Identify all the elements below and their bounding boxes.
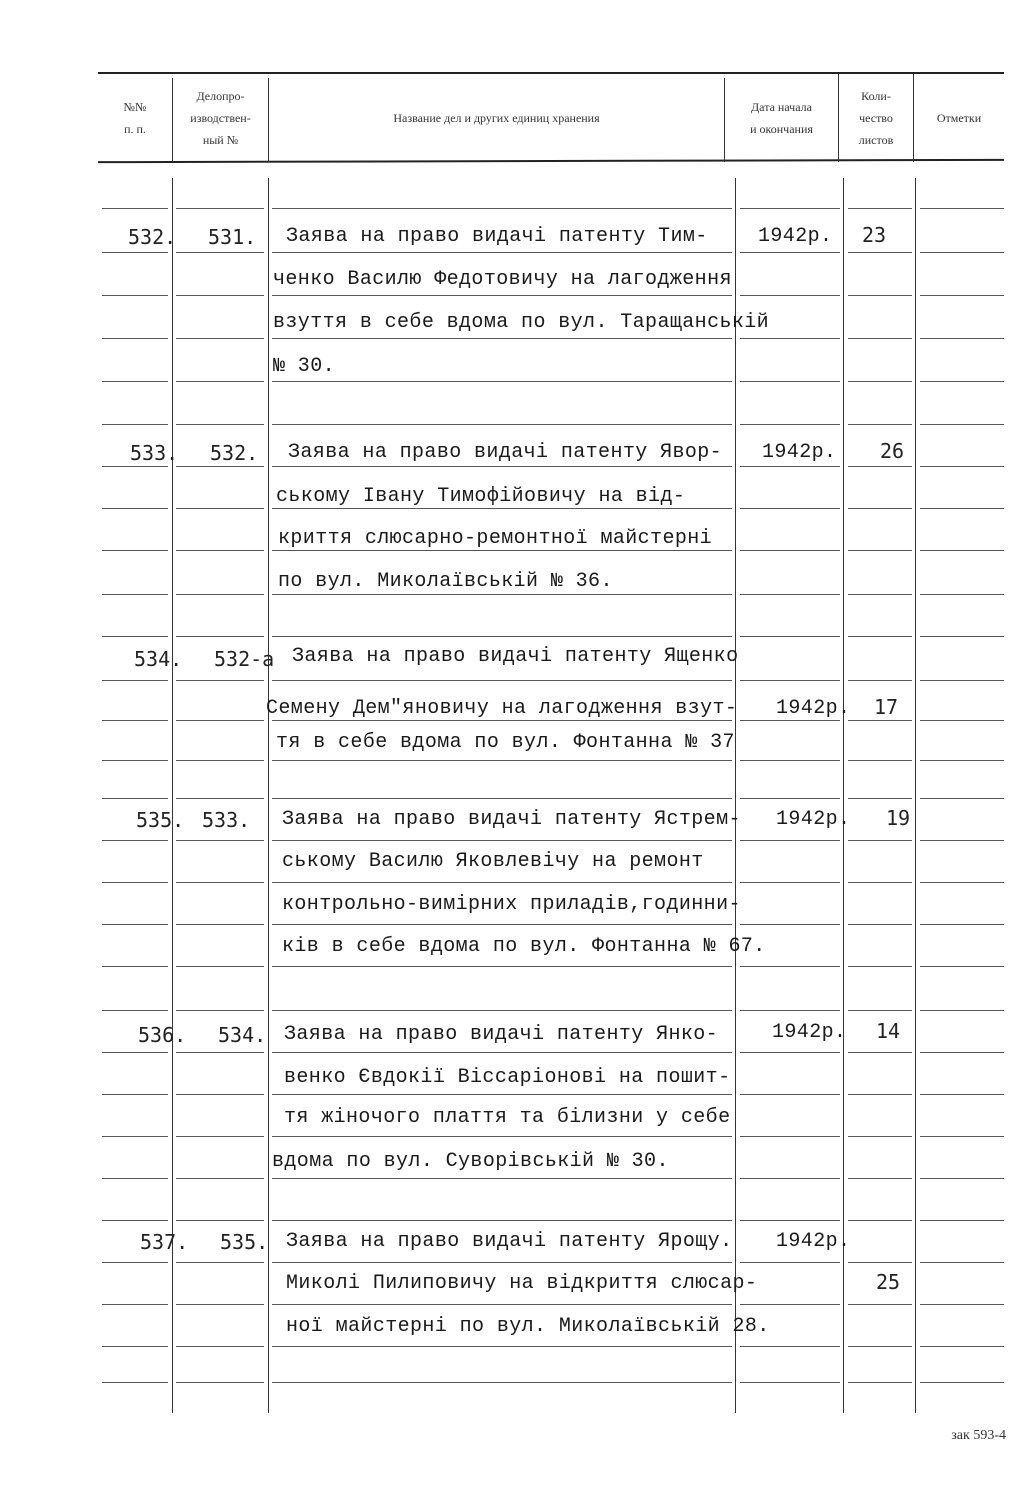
entry-number: 532. — [128, 225, 177, 249]
entry-title-line: Заява на право видачі патенту Ярощу. — [286, 1230, 733, 1253]
entry-number: 537. — [140, 1230, 189, 1254]
ruled-line — [102, 840, 168, 841]
ruled-line — [272, 680, 732, 681]
ruled-line — [102, 1220, 168, 1221]
ruled-line — [176, 594, 264, 595]
ruled-line — [102, 1346, 168, 1347]
ruled-line — [920, 1220, 1004, 1221]
ruled-line — [102, 295, 168, 296]
ruled-line — [740, 381, 840, 382]
ruled-line — [848, 1346, 912, 1347]
ruled-line — [920, 1136, 1004, 1137]
ruled-line — [272, 1220, 732, 1221]
entry-title-line: контрольно-вимірних приладів,годинни- — [282, 893, 741, 916]
ruled-line — [740, 1262, 840, 1263]
ruled-line — [848, 208, 912, 209]
ruled-line — [102, 966, 168, 967]
ruled-line — [272, 798, 732, 799]
entry-title-line: ському Василю Яковлевічу на ремонт — [282, 850, 704, 873]
header-col-office-line: Делопро- — [196, 89, 245, 103]
ruled-line — [848, 924, 912, 925]
entry-office-number: 535. — [220, 1230, 269, 1254]
ruled-line — [740, 550, 840, 551]
ruled-line — [102, 466, 168, 467]
header-col-count-line: чество — [859, 111, 893, 125]
entry-sheet-count: 26 — [880, 439, 905, 463]
ruled-line — [920, 840, 1004, 841]
ruled-line — [920, 1178, 1004, 1179]
ruled-line — [102, 252, 168, 253]
ruled-line — [272, 508, 732, 509]
ruled-line — [176, 1346, 264, 1347]
header-col-title — [269, 78, 724, 158]
ruled-line — [740, 338, 840, 339]
entry-date: 1942р. — [772, 1021, 847, 1044]
ruled-line — [920, 508, 1004, 509]
entry-date: 1942р. — [762, 441, 837, 464]
ruled-line — [740, 1010, 840, 1011]
ruled-line — [176, 1010, 264, 1011]
ruled-line — [920, 1382, 1004, 1383]
ruled-line — [920, 924, 1004, 925]
ruled-line — [102, 882, 168, 883]
ruled-line — [848, 594, 912, 595]
entry-title-line: Семену Дем"яновичу на лагодження взут- — [266, 697, 738, 720]
header-col-office-number — [173, 78, 268, 158]
ruled-line — [102, 1052, 168, 1053]
ruled-line — [102, 381, 168, 382]
ruled-line — [272, 1304, 732, 1305]
ruled-line — [920, 424, 1004, 425]
header-col-number — [98, 78, 172, 158]
ruled-line — [848, 1304, 912, 1305]
entry-title-line: венко Євдокії Віссаріонові на пошит- — [284, 1066, 731, 1089]
ruled-line — [102, 508, 168, 509]
entry-number: 533. — [130, 441, 179, 465]
entry-title-line: взуття в себе вдома по вул. Таращанській — [273, 311, 770, 334]
ruled-line — [176, 924, 264, 925]
header-col-number-line: п. п. — [124, 122, 146, 136]
entry-title-line: ченко Василю Федотовичу на лагодження — [273, 268, 732, 291]
ruled-line — [740, 720, 840, 721]
ruled-line — [848, 381, 912, 382]
ruled-line — [272, 466, 732, 467]
ruled-line — [740, 760, 840, 761]
ruled-line — [740, 295, 840, 296]
ruled-line — [102, 760, 168, 761]
ruled-line — [272, 338, 732, 339]
ruled-line — [848, 1094, 912, 1095]
ruled-line — [920, 1010, 1004, 1011]
header-bottom-rule — [98, 159, 1004, 163]
ruled-line — [176, 1136, 264, 1137]
entry-title-line: ків в себе вдома по вул. Фонтанна № 67. — [282, 935, 766, 958]
ruled-line — [102, 924, 168, 925]
ruled-line — [740, 508, 840, 509]
ruled-line — [920, 295, 1004, 296]
ruled-line — [740, 882, 840, 883]
ruled-line — [272, 1346, 732, 1347]
ruled-line — [740, 1094, 840, 1095]
ruled-line — [740, 208, 840, 209]
ruled-line — [176, 1262, 264, 1263]
ruled-line — [102, 594, 168, 595]
ruled-line — [920, 680, 1004, 681]
ruled-line — [176, 338, 264, 339]
ruled-line — [176, 424, 264, 425]
ruled-line — [272, 1262, 732, 1263]
entry-title-line: Заява на право видачі патенту Тим- — [286, 225, 708, 248]
ruled-line — [740, 1304, 840, 1305]
ruled-line — [272, 381, 732, 382]
header-col-title-text: Название дел и других единиц хранения — [393, 111, 600, 125]
ruled-line — [272, 1136, 732, 1137]
entry-office-number: 534. — [218, 1023, 267, 1047]
ruled-line — [848, 338, 912, 339]
ruled-line — [176, 381, 264, 382]
ruled-line — [176, 208, 264, 209]
ruled-line — [848, 1136, 912, 1137]
ruled-line — [848, 760, 912, 761]
column-divider — [735, 178, 736, 1413]
header-col-count-line: Коли- — [861, 89, 891, 103]
ruled-line — [848, 1052, 912, 1053]
ruled-line — [848, 1220, 912, 1221]
ruled-line — [740, 1220, 840, 1221]
ruled-line — [920, 338, 1004, 339]
ruled-line — [272, 636, 732, 637]
ruled-line — [920, 1304, 1004, 1305]
entry-title-line: ної майстерні по вул. Миколаївській 28. — [286, 1315, 770, 1338]
ruled-line — [272, 924, 732, 925]
header-col-dates-line: и окончания — [750, 122, 813, 136]
entry-sheet-count: 17 — [874, 695, 899, 719]
ruled-line — [272, 882, 732, 883]
ruled-line — [272, 550, 732, 551]
ruled-line — [272, 252, 732, 253]
ruled-line — [176, 1220, 264, 1221]
ruled-line — [920, 381, 1004, 382]
ruled-line — [102, 680, 168, 681]
ruled-line — [848, 1010, 912, 1011]
ruled-line — [176, 840, 264, 841]
entry-office-number: 533. — [202, 808, 251, 832]
ruled-line — [740, 466, 840, 467]
ruled-line — [176, 1304, 264, 1305]
ruled-line — [272, 208, 732, 209]
ruled-line — [848, 636, 912, 637]
ruled-line — [848, 720, 912, 721]
ruled-line — [740, 1052, 840, 1053]
ruled-line — [176, 882, 264, 883]
entry-sheet-count: 23 — [862, 223, 887, 247]
ruled-line — [740, 680, 840, 681]
ruled-line — [176, 252, 264, 253]
entry-number: 534. — [134, 647, 183, 671]
entry-title-line: Заява на право видачі патенту Явор- — [288, 441, 723, 464]
ruled-line — [272, 1094, 732, 1095]
entry-date: 1942р. — [758, 225, 833, 248]
column-divider — [172, 178, 173, 1413]
entry-title-line: ському Івану Тимофійовичу на від- — [276, 485, 686, 508]
header-top-rule — [98, 72, 1004, 74]
ruled-line — [920, 798, 1004, 799]
ruled-line — [848, 680, 912, 681]
ruled-line — [102, 1094, 168, 1095]
ruled-line — [272, 840, 732, 841]
header-col-number-line: №№ — [123, 100, 147, 114]
column-divider — [843, 178, 844, 1413]
ruled-line — [176, 550, 264, 551]
ruled-line — [740, 594, 840, 595]
entry-office-number: 532-а — [214, 647, 275, 671]
header-col-notes — [914, 78, 1004, 158]
ruled-line — [176, 760, 264, 761]
ruled-line — [848, 882, 912, 883]
ruled-line — [740, 1136, 840, 1137]
entry-date: 1942р. — [776, 808, 851, 831]
ruled-line — [176, 466, 264, 467]
entry-date: 1942р. — [776, 697, 851, 720]
ruled-line — [848, 252, 912, 253]
ruled-line — [920, 252, 1004, 253]
ruled-line — [920, 208, 1004, 209]
header-col-count-line: листов — [858, 133, 894, 147]
ruled-line — [102, 798, 168, 799]
entry-title-line: Заява на право видачі патенту Янко- — [284, 1023, 719, 1046]
entry-title-line: № 30. — [273, 355, 336, 378]
entry-title-line: криття слюсарно-ремонтної майстерні — [278, 527, 713, 550]
ruled-line — [920, 466, 1004, 467]
entry-title-line: вдома по вул. Суворівській № 30. — [272, 1150, 669, 1173]
ruled-line — [176, 966, 264, 967]
ruled-line — [848, 424, 912, 425]
ruled-line — [176, 1382, 264, 1383]
ruled-line — [848, 1382, 912, 1383]
header-col-office-line: изводствен- — [190, 111, 251, 125]
ruled-line — [848, 508, 912, 509]
ruled-line — [272, 1382, 732, 1383]
entry-title-line: Заява на право видачі патенту Ястрем- — [282, 808, 741, 831]
ruled-line — [102, 1382, 168, 1383]
ruled-line — [920, 882, 1004, 883]
ruled-line — [740, 840, 840, 841]
ruled-line — [176, 636, 264, 637]
ruled-line — [920, 966, 1004, 967]
ruled-line — [848, 798, 912, 799]
entry-title-line: по вул. Миколаївській № 36. — [278, 570, 613, 593]
ruled-line — [102, 1136, 168, 1137]
ruled-line — [176, 1052, 264, 1053]
ruled-line — [272, 966, 732, 967]
entry-title-line: Заява на право видачі патенту Ященко — [292, 645, 739, 668]
ruled-line — [272, 1010, 732, 1011]
ruled-line — [848, 550, 912, 551]
ruled-line — [272, 1052, 732, 1053]
header-col-dates-line: Дата начала — [751, 100, 812, 114]
ruled-line — [176, 720, 264, 721]
entry-number: 536. — [138, 1023, 187, 1047]
ruled-line — [102, 550, 168, 551]
ruled-line — [920, 1262, 1004, 1263]
ruled-line — [740, 924, 840, 925]
header-col-notes-text: Отметки — [936, 111, 982, 125]
entry-title-line: Миколі Пилиповичу на відкриття слюсар- — [286, 1272, 758, 1295]
header-col-dates — [725, 78, 838, 158]
ruled-line — [920, 1094, 1004, 1095]
ruled-line — [176, 798, 264, 799]
ruled-line — [920, 636, 1004, 637]
ruled-line — [272, 295, 732, 296]
entry-office-number: 532. — [210, 441, 259, 465]
ruled-line — [848, 466, 912, 467]
ruled-line — [848, 1262, 912, 1263]
ruled-line — [740, 1382, 840, 1383]
ruled-line — [102, 338, 168, 339]
ruled-line — [920, 1052, 1004, 1053]
ruled-line — [102, 1010, 168, 1011]
entry-title-line: тя жіночого плаття та білизни у себе — [284, 1106, 731, 1129]
entry-number: 535. — [136, 808, 185, 832]
ruled-line — [176, 1178, 264, 1179]
ruled-line — [102, 1304, 168, 1305]
ruled-line — [740, 966, 840, 967]
ruled-line — [102, 424, 168, 425]
ruled-line — [848, 966, 912, 967]
ruled-line — [272, 424, 732, 425]
ruled-line — [920, 760, 1004, 761]
header-col-sheet-count — [839, 78, 913, 158]
ruled-line — [102, 1178, 168, 1179]
ruled-line — [272, 720, 732, 721]
ruled-line — [740, 1178, 840, 1179]
ruled-line — [102, 1262, 168, 1263]
ruled-line — [102, 208, 168, 209]
ruled-line — [920, 720, 1004, 721]
ruled-line — [920, 1346, 1004, 1347]
ruled-line — [176, 508, 264, 509]
ruled-line — [848, 1178, 912, 1179]
ruled-line — [740, 798, 840, 799]
entry-date: 1942р. — [776, 1230, 851, 1253]
entry-sheet-count: 19 — [886, 806, 911, 830]
ruled-line — [740, 424, 840, 425]
ruled-line — [102, 720, 168, 721]
column-divider — [915, 178, 916, 1413]
entry-sheet-count: 25 — [876, 1270, 901, 1294]
column-divider — [268, 178, 269, 1413]
ruled-line — [848, 840, 912, 841]
entry-sheet-count: 14 — [876, 1019, 901, 1043]
header-col-office-line: ный № — [202, 133, 239, 147]
ruled-line — [920, 594, 1004, 595]
ruled-line — [272, 1178, 732, 1179]
ruled-line — [272, 594, 732, 595]
ruled-line — [102, 636, 168, 637]
ruled-line — [848, 295, 912, 296]
ruled-line — [176, 295, 264, 296]
entry-office-number: 531. — [208, 225, 257, 249]
entry-title-line: тя в себе вдома по вул. Фонтанна № 37 — [276, 731, 735, 754]
ruled-line — [740, 1346, 840, 1347]
ruled-line — [920, 550, 1004, 551]
ruled-line — [272, 760, 732, 761]
ruled-line — [176, 1094, 264, 1095]
ruled-line — [740, 636, 840, 637]
print-order-number: зак 593-4 — [951, 1428, 1006, 1443]
ruled-line — [740, 252, 840, 253]
ruled-line — [176, 680, 264, 681]
